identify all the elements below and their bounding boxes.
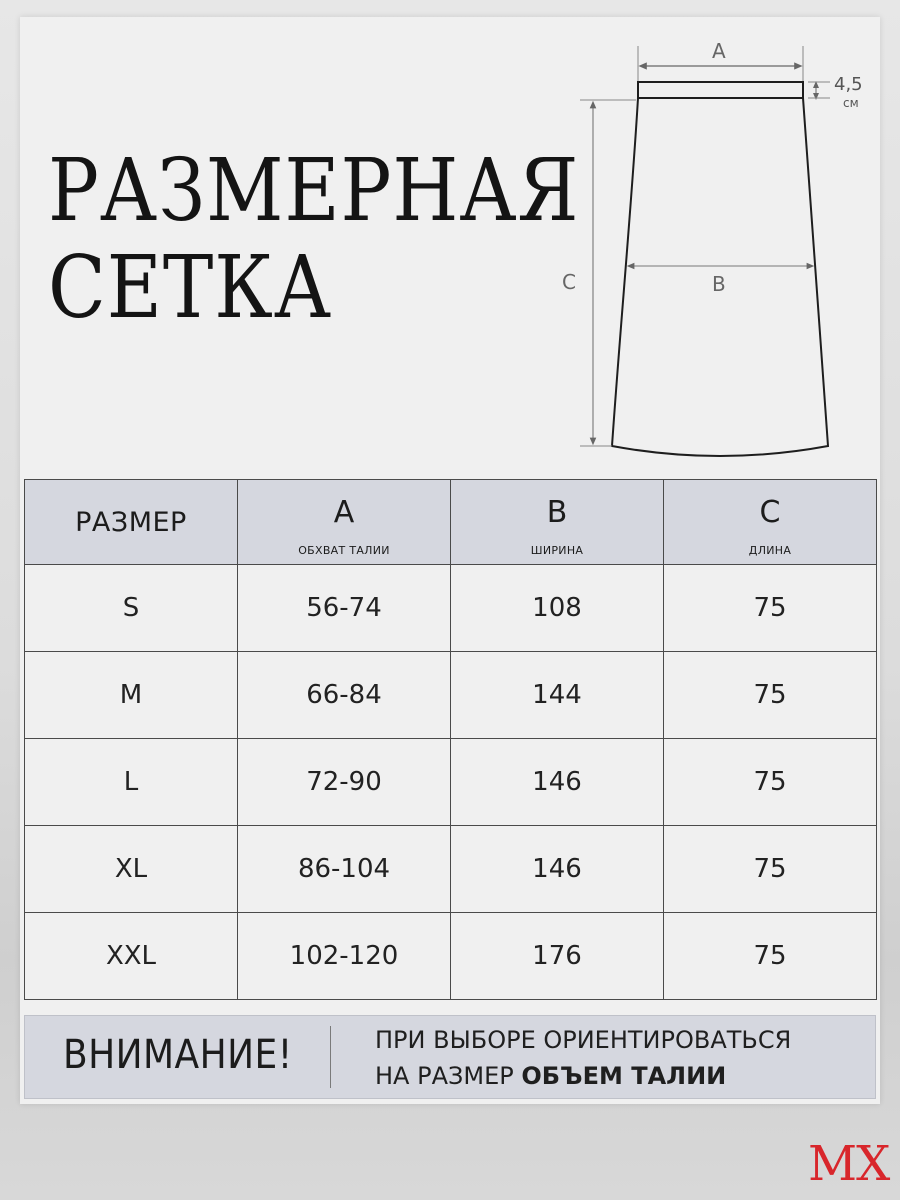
header-c-sub: ДЛИНА bbox=[748, 544, 792, 557]
cell-size: XXL bbox=[25, 913, 238, 1000]
header-b-sub: ШИРИНА bbox=[530, 544, 584, 557]
cell-waist: 72-90 bbox=[238, 739, 451, 826]
size-table bbox=[24, 479, 877, 1000]
brand-logo: MX bbox=[808, 1136, 890, 1192]
header-b bbox=[451, 480, 664, 565]
cell-length: 75 bbox=[664, 565, 877, 652]
table-header-row bbox=[25, 480, 877, 565]
cell-width: 146 bbox=[451, 739, 664, 826]
cell-length: 75 bbox=[664, 652, 877, 739]
header-a bbox=[238, 480, 451, 565]
cell-length: 75 bbox=[664, 739, 877, 826]
header-c bbox=[664, 480, 877, 565]
cell-size: L bbox=[25, 739, 238, 826]
header-a-letter: A bbox=[333, 495, 355, 530]
cell-waist: 66-84 bbox=[238, 652, 451, 739]
header-size bbox=[25, 480, 238, 565]
header-size-label: РАЗМЕР bbox=[75, 506, 187, 538]
table-row bbox=[25, 565, 877, 652]
cell-size: XL bbox=[25, 826, 238, 913]
header-c-letter: C bbox=[759, 495, 781, 530]
cell-size: M bbox=[25, 652, 238, 739]
cell-width: 108 bbox=[451, 565, 664, 652]
cell-size: S bbox=[25, 565, 238, 652]
header-a-sub: ОБХВАТ ТАЛИИ bbox=[298, 544, 390, 557]
notice-line1: ПРИ ВЫБОРЕ ОРИЕНТИРОВАТЬСЯ bbox=[375, 1026, 792, 1054]
notice-divider bbox=[330, 1026, 331, 1088]
table-row bbox=[25, 913, 877, 1000]
notice-text bbox=[375, 1022, 791, 1094]
header-b-letter: B bbox=[546, 495, 568, 530]
waistband-height-value: 4,5 bbox=[834, 74, 863, 95]
skirt-diagram bbox=[0, 0, 900, 480]
cell-width: 176 bbox=[451, 913, 664, 1000]
notice-box bbox=[24, 1015, 876, 1099]
notice-line2 bbox=[375, 1058, 791, 1094]
page-title-line1: РАЗМЕРНАЯ bbox=[48, 141, 580, 241]
notice-line2-prefix: НА РАЗМЕР bbox=[375, 1062, 522, 1090]
skirt-waistband bbox=[638, 82, 803, 98]
table-row bbox=[25, 826, 877, 913]
table-row bbox=[25, 652, 877, 739]
cell-width: 146 bbox=[451, 826, 664, 913]
dimension-b-label: B bbox=[712, 272, 726, 296]
waistband-height-unit: см bbox=[843, 96, 859, 110]
cell-waist: 102-120 bbox=[238, 913, 451, 1000]
cell-length: 75 bbox=[664, 826, 877, 913]
cell-waist: 86-104 bbox=[238, 826, 451, 913]
cell-waist: 56-74 bbox=[238, 565, 451, 652]
table-row bbox=[25, 739, 877, 826]
cell-length: 75 bbox=[664, 913, 877, 1000]
notice-title: ВНИМАНИЕ! bbox=[63, 1032, 293, 1078]
notice-line2-bold: ОБЪЕМ ТАЛИИ bbox=[521, 1062, 727, 1090]
cell-width: 144 bbox=[451, 652, 664, 739]
dimension-a-label: A bbox=[712, 39, 726, 63]
dimension-c-label: C bbox=[562, 270, 576, 294]
page-title-line2: СЕТКА bbox=[48, 238, 332, 338]
